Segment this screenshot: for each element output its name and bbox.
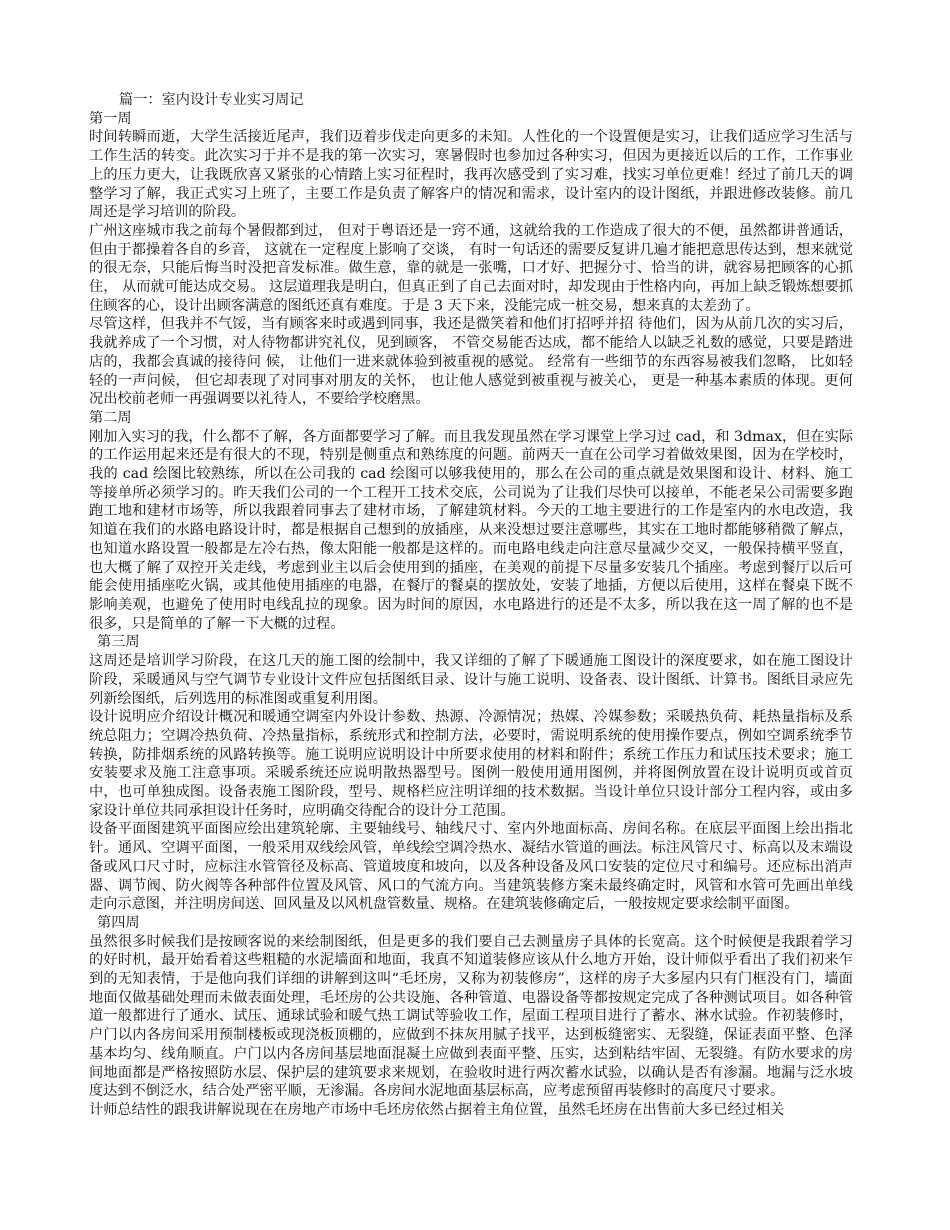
paragraph: 尽管这样，但我并不气馁，当有顾客来时或遇到同事，我还是微笑着和他们打招呼并招 待他们，因为从前几次的实习后，我就养成了一个习惯，对人待物都讲究礼仪，见到顾客， 不管交易能否达成，都不能给人以缺乏礼数的感觉，只要是踏进店的，我都会真诚的接待问 候， 让他们一进来就体验到被重视的感觉。 经常有一些细节的东西容易被我们忽略， 比如轻轻的一声问候， 但它却表现了对同事对朋友的关怀， 也让他人感觉到被重视与被关心， 更是一种基本素质的体现。更何况出校前老师一再强调要以礼待人，不要给学校磨黑。 bbox=[89, 316, 853, 408]
paragraph: 虽然很多时候我们是按顾客说的来绘制图纸，但是更多的我们要自己去测量房子具体的长宽高。这个时候便是我跟着学习的好时机，最开始看着这些粗糙的水泥墙面和地面，我真不知道装修应该从什么地方开始，设计师似乎看出了我们初来乍到的无知表情，于是他向我们详细的讲解到这叫“毛坯房，又称为初装修房”，这样的房子大多屋内只有门框没有门，墙面地面仅做基础处理而未做表面处理，毛坯房的公共设施、各种管道、电器设备等都按规定完成了各种测试项目。如各种管道一般都进行了通水、试压、通球试验和暖气热工调试等验收工作，屋面工程项目进行了蓄水、淋水试验。作初装修时，户门以内各房间采用预制楼板或现浇板顶棚的，应做到不抹灰用腻子找平，达到板缝密实、无裂缝，保证表面平整、色泽基本均匀、线角顺直。户门以内各房间基层地面混凝土应做到表面平整、压实，达到粘结牢固、无裂缝。有防水要求的房间地面都是严格按照防水层、保护层的建筑要求来规划，在验收时进行两次蓄水试验，以确认是否有渗漏。地漏与泛水坡度达到不倒泛水，结合处严密平顺，无渗漏。各房间水泥地面基层标高，应考虑预留再装修时的高度尺寸要求。 bbox=[89, 933, 853, 1100]
paragraph: 设备平面图建筑平面图应绘出建筑轮廓、主要轴线号、轴线尺寸、室内外地面标高、房间名称。在底层平面图上绘出指北针。通风、空调平面图，一般采用双线绘风管，单线绘空调冷热水、凝结水管道的画法。标注风管尺寸、标高以及末端设备或风口尺寸时，应标注水管管径及标高、管道坡度和坡向，以及各种设备及风口安装的定位尺寸和编号。还应标出消声器、调节阀、防火阀等各种部件位置及风管、风口的气流方向。当建筑装修方案未最终确定时，风管和水管可先画出单线走向示意图，并注明房间送、回风量及以风机盘管数量、规格。在建筑装修确定后，一般按规定要求绘制平面图。 bbox=[89, 821, 853, 913]
paragraph: 设计说明应介绍设计概况和暖通空调室内外设计参数、热源、冷源情况；热媒、冷媒参数；采暖热负荷、耗热量指标及系统总阻力；空调冷热负荷、冷热量指标，系统形式和控制方法，必要时，需说明系统的使用操作要点，例如空调系统季节转换，防排烟系统的风路转换等。施工说明应说明设计中所要求使用的材料和附件；系统工作压力和试压技术要求；施工安装要求及施工注意事项。采暖系统还应说明散热器型号。图例一般使用通用图例，并将图例放置在设计说明页或首页中，也可单独成图。设备表施工图阶段，型号、规格栏应注明详细的技术数据。当设计单位只设计部分工程内容，或由多家设计单位共同承担设计任务时，应明确交待配合的设计分工范围。 bbox=[89, 709, 853, 819]
section-heading-week-2: 第二周 bbox=[89, 409, 132, 426]
paragraph: 广州这座城市我之前每个暑假都到过， 但对于粤语还是一窍不通，这就给我的工作造成了很大的不便，虽然都讲普通话，但由于都操着各自的乡音， 这就在一定程度上影响了交谈， 有时一句话还的需要反复讲几遍才能把意思传达到，想来就觉的很无奈，只能后悔当时没把音发标准。做生意，靠的就是一张嘴，口才好、把握分寸、恰当的讲，就容易把顾客的心抓住， 从而就可能达成交易。 这层道理我是明白，但真正到了自己去面对时，却发现由于性格内向，再加上缺乏锻炼想要抓住顾客的心，设计出顾客满意的图纸还真有难度。于是 3 天下来，没能完成一桩交易，想来真的太差劲了。 bbox=[89, 222, 853, 314]
document-title: 篇一：室内设计专业实习周记 bbox=[119, 92, 304, 108]
paragraph: 计师总结性的跟我讲解说现在在房地产市场中毛坯房依然占据着主角位置，虽然毛坯房在出售前大多已经过相关 bbox=[89, 1101, 785, 1118]
section-heading-week-1: 第一周 bbox=[89, 110, 132, 127]
document-page bbox=[89, 91, 853, 1120]
section-heading-week-3: 第三周 bbox=[97, 634, 140, 651]
section-heading-week-4: 第四周 bbox=[97, 914, 140, 931]
paragraph: 时间转瞬而逝，大学生活接近尾声，我们迈着步伐走向更多的未知。人性化的一个设置便是实习，让我们适应学习生活与工作生活的转变。此次实习于并不是我的第一次实习，寒暑假时也参加过各种实习，但因为更接近以后的工作，工作事业上的压力更大，让我既欣喜又紧张的心情踏上实习征程时，我再次感受到了实习难，找实习单位更难！经过了前几天的调整学习了解，我正式实习上班了，主要工作是负责了解客户的情况和需求，设计室内的设计图纸，并跟进修改装修。前几周还是学习培训的阶段。 bbox=[89, 129, 853, 221]
paragraph: 这周还是培训学习阶段，在这几天的施工图的绘制中，我又详细的了解了下暖通施工图设计的深度要求，如在施工图设计阶段，采暖通风与空气调节专业设计文件应包括图纸目录、设计与施工说明、设备表、设计图纸、计算书。图纸目录应先列新绘图纸，后列选用的标准图或重复利用图。 bbox=[89, 653, 853, 707]
paragraph: 刚加入实习的我，什么都不了解，各方面都要学习了解。而且我发现虽然在学习课堂上学习过 cad，和 3dmax，但在实际的工作运用起来还是有很大的不现，特别是侧重点和熟练度的问题。前两天一直在公司学习着做效果图，因为在学校时，我的 cad 绘图比较熟练，所以在公司我的 cad 绘图可以够我使用的，那么在公司的重点就是效果图和设计、材料、施工等接单所必须学习的。昨天我们公司的一个工程开工技术交底，公司说为了让我们尽快可以接单，不能老呆公司需要多跑跑工地和建材市场等，所以我跟着同事去了建材市场，了解建筑材料。今天的工地主要进行的工作是室内的水电改造，我知道在我们的水路电路设计时，都是根据自己想到的放插座，从来没想过要注意哪些，其实在工地时都能够稍微了解点，也知道水路设置一般都是左冷右热，像太阳能一般都是这样的。而电路电线走向注意尽量减少交叉，一般保持横平竖直，也大概了解了双控开关走线，考虑到业主以后会使用到的插座，在美观的前提下尽量多安装几个插座。考虑到餐厅以后可能会使用插座吃火锅，或其他使用插座的电器，在餐厅的餐桌的摆放处，安装了地插，方便以后使用，这样在餐桌下既不影响美观，也避免了使用时电线乱拉的现象。因为时间的原因，水电路进行的还是不太多，所以我在这一周了解的也不是很多，只是简单的了解一下大概的过程。 bbox=[89, 428, 853, 632]
